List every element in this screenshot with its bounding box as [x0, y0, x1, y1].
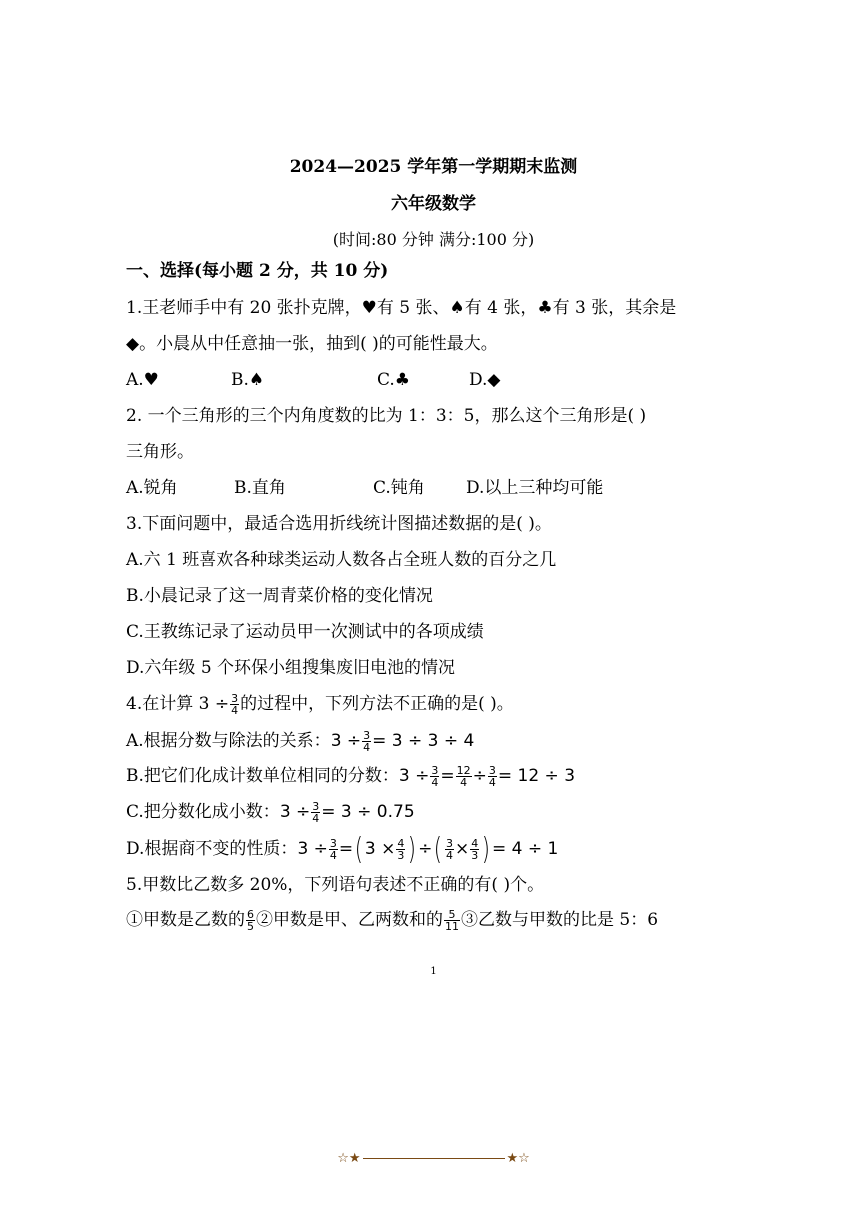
section-heading: 一、选择(每小题 2 分，共 10 分) — [126, 261, 389, 281]
q3-option-c: C.王教练记录了运动员甲一次测试中的各项成绩 — [126, 622, 484, 642]
math-expr: = 3 ÷ 0.75 — [321, 802, 415, 822]
q4-option-d-label: D.根据商不变的性质： — [126, 839, 298, 859]
q4-option-a — [126, 729, 474, 753]
right-paren: ) — [408, 831, 417, 867]
q1-option-c: C.♣ — [377, 370, 411, 390]
q4-option-b-label: B.把它们化成计数单位相同的分数： — [126, 766, 399, 786]
q1-option-b: B.♠ — [231, 370, 265, 390]
footer-ornament — [0, 1151, 867, 1166]
q4-option-c — [126, 800, 415, 824]
fraction-3-4: $\frac{3}{4}$ — [329, 837, 337, 862]
fraction-3-4: $\frac{3}{4}$ — [431, 764, 439, 789]
exam-subtitle: 六年级数学 — [391, 194, 476, 214]
fraction-3-4: $\frac{3}{4}$ — [488, 764, 496, 789]
q4-stem-post: 的过程中，下列方法不正确的是( )。 — [240, 694, 514, 714]
q4-option-b — [126, 764, 575, 788]
q2-option-c: C.钝角 — [373, 478, 425, 498]
fraction-5-11: $\frac{5}{11}$ — [445, 908, 459, 933]
left-paren: ( — [434, 831, 443, 867]
fraction-12-4: $\frac{12}{4}$ — [456, 764, 471, 789]
q4-option-c-label: C.把分数化成小数： — [126, 802, 280, 822]
page-number: 1 — [430, 966, 437, 977]
q1-option-a: A.♥ — [126, 370, 159, 390]
exam-title: 2024—2025 学年第一学期期末监测 — [289, 157, 578, 177]
fraction-3-4: $\frac{3}{4}$ — [446, 837, 454, 862]
fraction-4-3: $\frac{4}{3}$ — [471, 837, 479, 862]
left-paren: ( — [354, 831, 364, 867]
math-expr: × — [455, 839, 470, 859]
fraction-4-3: $\frac{4}{3}$ — [397, 837, 405, 862]
q1-option-d: D.◆ — [469, 370, 501, 390]
q4-option-a-label: A.根据分数与除法的关系： — [126, 731, 331, 751]
math-expr: ÷ — [418, 839, 433, 859]
math-expr: ÷ — [472, 766, 487, 786]
q3-option-d: D.六年级 5 个环保小组搜集废旧电池的情况 — [126, 658, 456, 678]
q5-statement-1: ①甲数是乙数的 — [126, 910, 245, 930]
math-expr: 3 ÷ — [398, 766, 430, 786]
math-expr: = 12 ÷ 3 — [497, 766, 576, 786]
star-icon-right: ★☆ — [506, 1151, 530, 1166]
fraction-3-4: $\frac{3}{4}$ — [312, 800, 320, 825]
right-paren: ) — [482, 831, 491, 867]
question-5-statements — [126, 908, 658, 932]
star-icon-left: ☆★ — [337, 1151, 361, 1166]
q2-option-d: D.以上三种均可能 — [466, 478, 604, 498]
question-1-line-1: 1.王老师手中有 20 张扑克牌，♥有 5 张、♠有 4 张，♣有 3 张，其余是 — [126, 298, 677, 318]
math-expr: 3 ÷ — [297, 839, 328, 859]
q5-statement-2: ②甲数是甲、乙两数和的 — [256, 910, 443, 930]
q4-stem-pre: 4.在计算 3 ÷ — [126, 694, 230, 714]
math-expr: = — [440, 766, 455, 786]
fraction-3-4: $\frac{3}{4}$ — [231, 692, 239, 717]
q2-option-a: A.锐角 — [126, 478, 178, 498]
exam-info: (时间:80 分钟 满分:100 分) — [332, 230, 535, 249]
math-expr: 3 ÷ — [330, 731, 362, 751]
question-2-line-1: 2. 一个三角形的三个内角度数的比为 1：3：5，那么这个三角形是( ) — [126, 406, 647, 426]
math-expr: 3 × — [364, 839, 396, 859]
q5-statement-3: ③乙数与甲数的比是 5：6 — [461, 910, 659, 930]
question-5-stem: 5.甲数比乙数多 20%，下列语句表述不正确的有( )个。 — [126, 875, 545, 895]
q2-option-b: B.直角 — [234, 478, 286, 498]
fraction-3-4: $\frac{3}{4}$ — [363, 729, 371, 754]
math-expr: 3 ÷ — [279, 802, 311, 822]
question-4-stem — [126, 692, 514, 716]
question-1-line-2: ◆。小晨从中任意抽一张，抽到( )的可能性最大。 — [126, 334, 498, 354]
question-2-line-2: 三角形。 — [126, 442, 194, 462]
q4-option-d — [126, 831, 559, 867]
fraction-6-5: $\frac{6}{5}$ — [247, 908, 254, 933]
question-3-stem: 3.下面问题中，最适合选用折线统计图描述数据的是( )。 — [126, 514, 552, 534]
math-expr: = — [338, 839, 354, 859]
q3-option-b: B.小晨记录了这一周青菜价格的变化情况 — [126, 586, 433, 606]
math-expr: = 3 ÷ 3 ÷ 4 — [372, 731, 475, 751]
footer-divider — [363, 1158, 505, 1159]
math-expr: = 4 ÷ 1 — [492, 839, 559, 859]
q3-option-a: A.六 1 班喜欢各种球类运动人数各占全班人数的百分之几 — [126, 550, 557, 570]
